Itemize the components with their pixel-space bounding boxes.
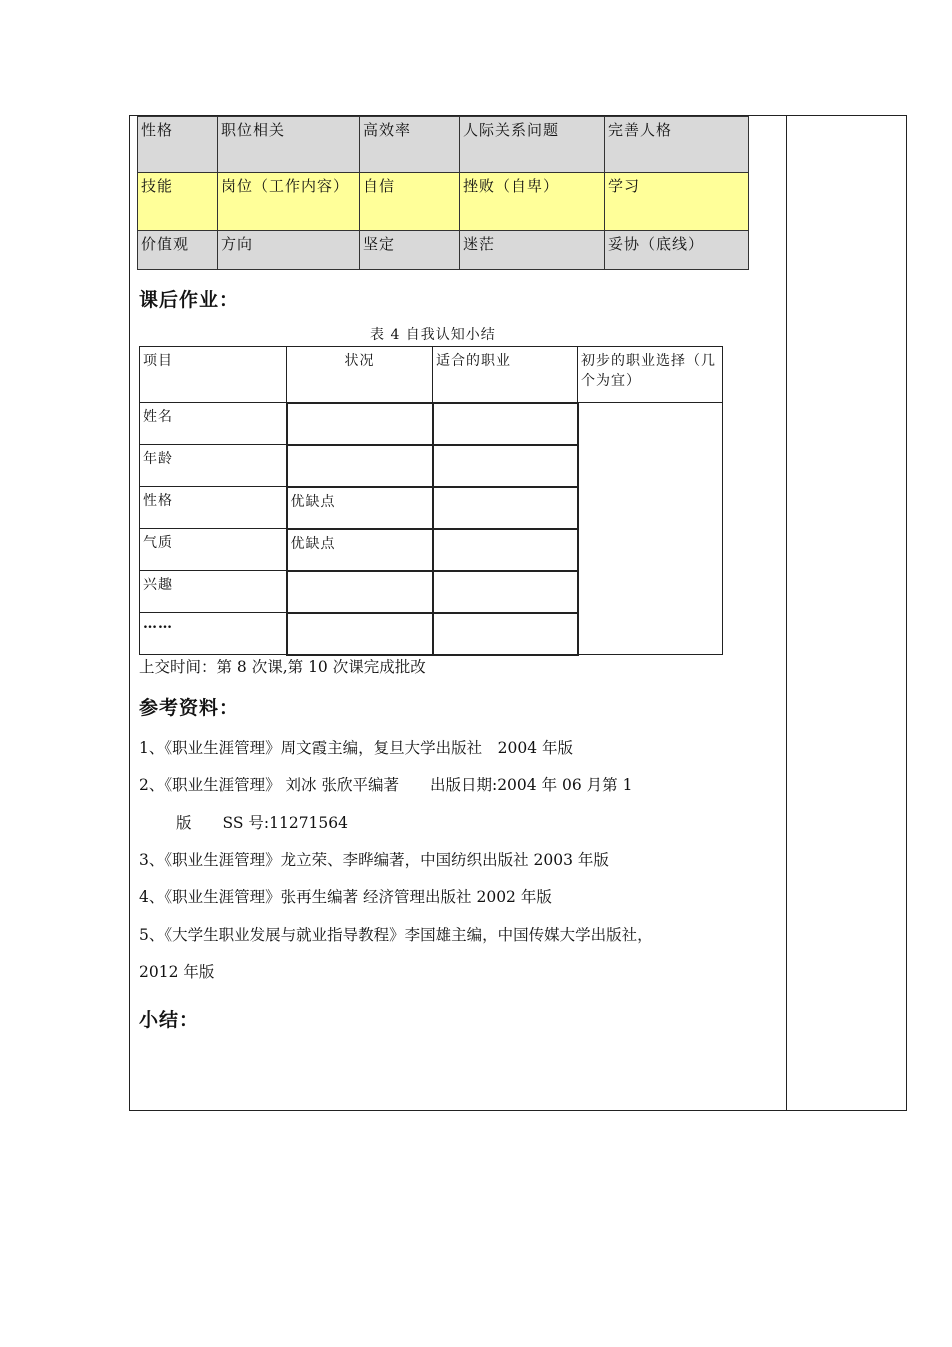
references-heading: 参考资料： bbox=[139, 697, 240, 719]
row-status bbox=[287, 403, 433, 445]
initial-choice-cell bbox=[578, 403, 723, 655]
table-row bbox=[140, 403, 723, 445]
reference-item: 4、《职业生涯管理》张再生编著 经济管理出版社 2002 年版 bbox=[139, 888, 552, 906]
traits-cell: 迷茫 bbox=[460, 231, 605, 270]
reference-item: 1、《职业生涯管理》周文霞主编，复旦大学出版社 2004 年版 bbox=[139, 739, 573, 757]
traits-cell: 妥协（底线） bbox=[605, 231, 749, 270]
header-item: 项目 bbox=[140, 347, 287, 403]
traits-cell: 坚定 bbox=[360, 231, 460, 270]
row-label: 姓名 bbox=[140, 403, 287, 445]
row-status: 优缺点 bbox=[287, 487, 433, 529]
row-label: 兴趣 bbox=[140, 571, 287, 613]
row-label: 性格 bbox=[140, 487, 287, 529]
self-knowledge-table bbox=[139, 346, 723, 656]
reference-item-continuation: 2012 年版 bbox=[139, 963, 215, 981]
row-label: 年龄 bbox=[140, 445, 287, 487]
traits-table bbox=[137, 116, 749, 270]
submit-note: 上交时间：第 8 次课,第 10 次课完成批改 bbox=[139, 658, 426, 676]
header-suitable-job: 适合的职业 bbox=[433, 347, 578, 403]
traits-row-values bbox=[138, 231, 749, 270]
row-job bbox=[433, 487, 578, 529]
traits-row-personality bbox=[138, 117, 749, 173]
traits-cell: 职位相关 bbox=[218, 117, 360, 173]
reference-item: 2、《职业生涯管理》 刘冰 张欣平编著 出版日期:2004 年 06 月第 1 bbox=[139, 776, 633, 794]
homework-heading: 课后作业： bbox=[139, 289, 240, 311]
traits-cell: 人际关系问题 bbox=[460, 117, 605, 173]
row-status bbox=[287, 445, 433, 487]
traits-cell: 价值观 bbox=[138, 231, 218, 270]
table-header-row bbox=[140, 347, 723, 403]
traits-cell: 自信 bbox=[360, 173, 460, 231]
traits-cell: 挫败（自卑） bbox=[460, 173, 605, 231]
row-job bbox=[433, 613, 578, 655]
header-status: 状况 bbox=[287, 347, 433, 403]
header-initial-choice: 初步的职业选择（几个为宜） bbox=[578, 347, 723, 403]
traits-row-skills bbox=[138, 173, 749, 231]
row-job bbox=[433, 571, 578, 613]
reference-item: 3、《职业生涯管理》龙立荣、李晔编著，中国纺织出版社 2003 年版 bbox=[139, 851, 609, 869]
traits-cell: 方向 bbox=[218, 231, 360, 270]
traits-cell: 技能 bbox=[138, 173, 218, 231]
row-status: 优缺点 bbox=[287, 529, 433, 571]
row-job bbox=[433, 445, 578, 487]
traits-cell: 性格 bbox=[138, 117, 218, 173]
row-job bbox=[433, 403, 578, 445]
row-status bbox=[287, 571, 433, 613]
reference-item: 5、《大学生职业发展与就业指导教程》李国雄主编，中国传媒大学出版社， bbox=[139, 926, 653, 944]
row-label: …… bbox=[140, 613, 287, 655]
row-label: 气质 bbox=[140, 529, 287, 571]
traits-cell: 学习 bbox=[605, 173, 749, 231]
traits-cell: 岗位（工作内容） bbox=[218, 173, 360, 231]
row-job bbox=[433, 529, 578, 571]
summary-heading: 小结： bbox=[139, 1009, 200, 1031]
traits-cell: 高效率 bbox=[360, 117, 460, 173]
reference-item-continuation: 版 SS 号:11271564 bbox=[176, 814, 349, 832]
row-status bbox=[287, 613, 433, 655]
frame-divider bbox=[786, 115, 787, 1111]
table-caption: 表 4 自我认知小结 bbox=[370, 327, 496, 343]
traits-cell: 完善人格 bbox=[605, 117, 749, 173]
